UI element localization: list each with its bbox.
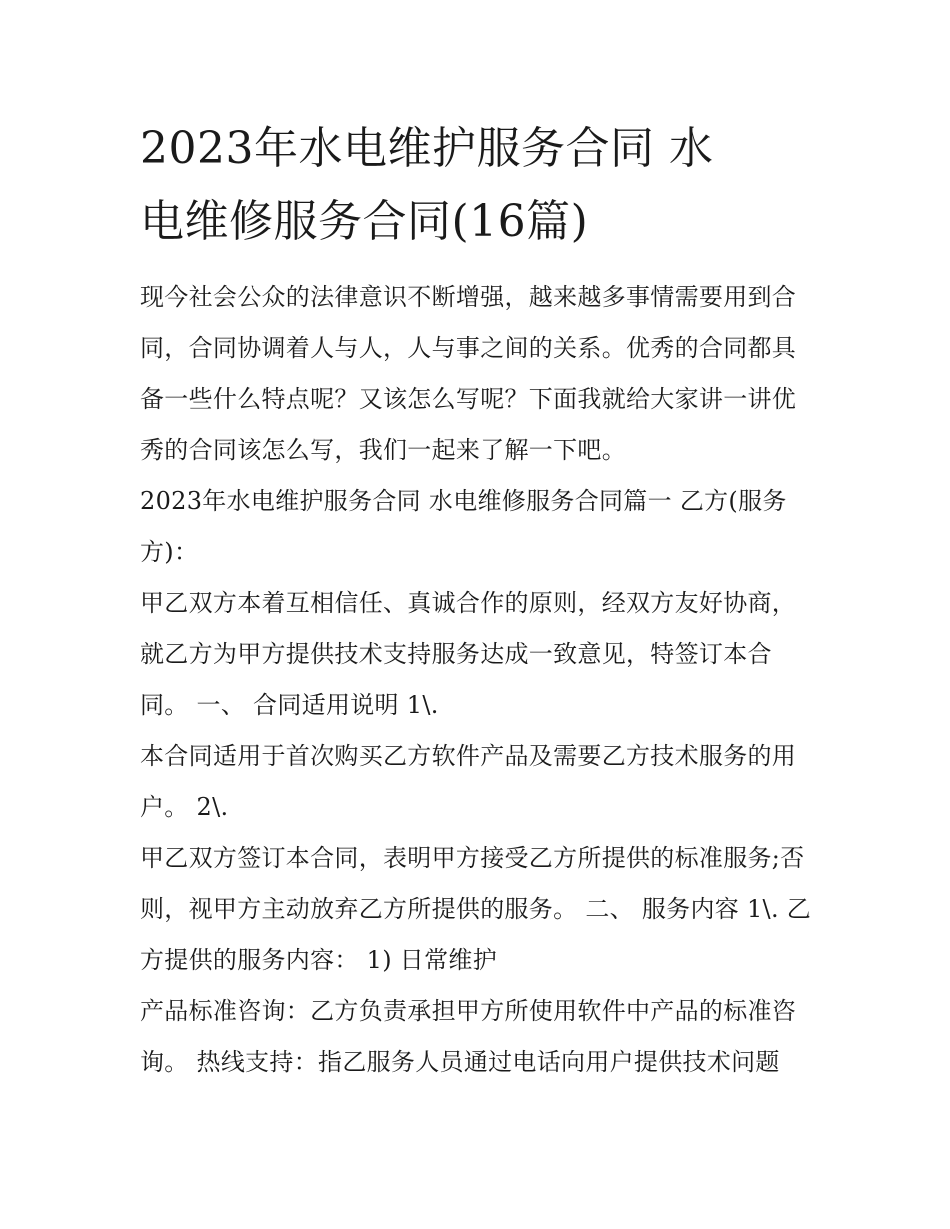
paragraph-principle: 甲乙双方本着互相信任、真诚合作的原则，经双方友好协商，就乙方为甲方提供技术支持服务达成一致意见，特签订本合同。 一、 合同适用说明 1\. <box>140 589 797 719</box>
paragraph-agreement: 甲乙双方签订本合同，表明甲方接受乙方所提供的标准服务;否则，视甲方主动放弃乙方所提供的服务。 二、 服务内容 1\. 乙方提供的服务内容： 1) 日常维护 <box>140 844 812 974</box>
paragraph-intro: 现今社会公众的法律意识不断增强，越来越多事情需要用到合同，合同协调着人与人，人与事之间的关系。优秀的合同都具备一些什么特点呢？又该怎么写呢？下面我就给大家讲一讲优秀的合同该怎么写，我们一起来了解一下吧。 <box>140 283 797 464</box>
title-line-2: 电维修服务合同(16篇) <box>140 196 589 247</box>
document-title <box>140 112 820 258</box>
paragraph-scope: 本合同适用于首次购买乙方软件产品及需要乙方技术服务的用户。 2\. <box>140 742 797 821</box>
paragraph-section-heading: 2023年水电维护服务合同 水电维修服务合同篇一 乙方(服务方)： <box>140 487 787 566</box>
paragraph-consulting: 产品标准咨询：乙方负责承担甲方所使用软件中产品的标准咨询。 热线支持：指乙服务人员通过电话向用户提供技术问题 <box>140 997 797 1076</box>
title-line-1: 2023年水电维护服务合同 水 <box>140 123 714 174</box>
document-page <box>140 112 820 1088</box>
